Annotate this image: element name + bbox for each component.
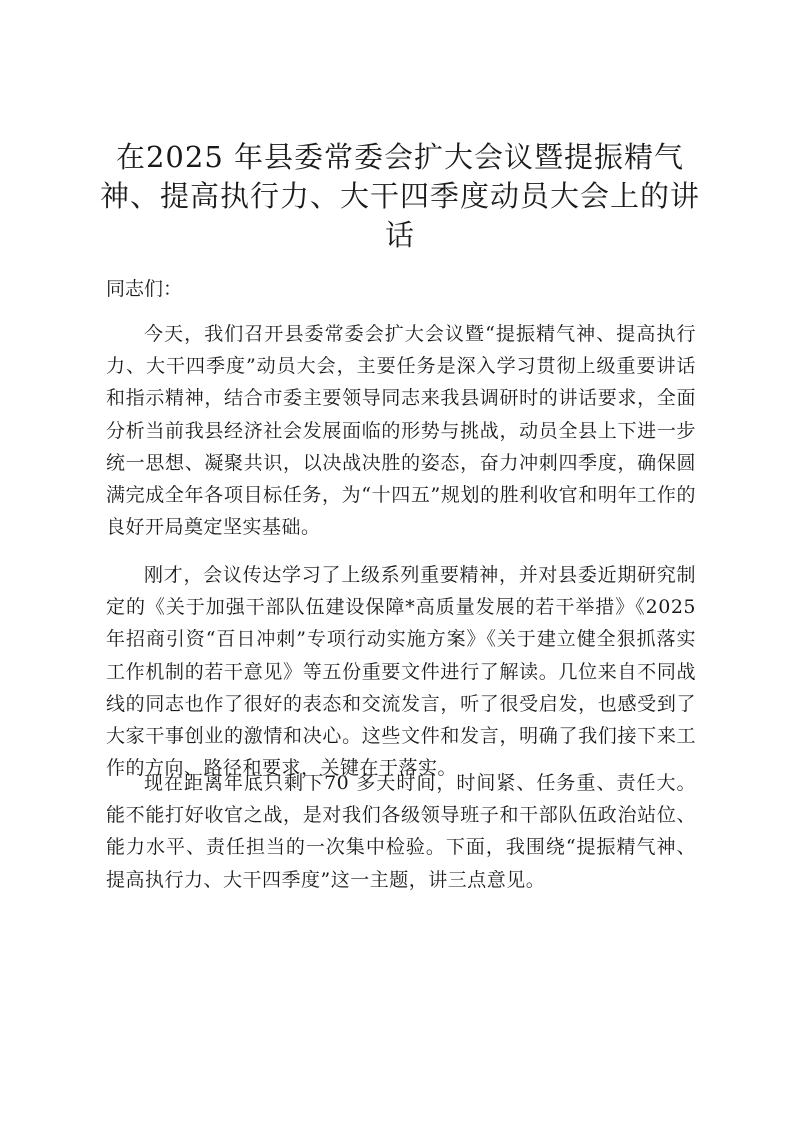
salutation: 同志们： bbox=[106, 278, 183, 300]
paragraph-opening: 今天，我们召开县委常委会扩大会议暨“提振精气神、提高执行力、大干四季度”动员大会，主要任务是深入学习贯彻上级重要讲话和指示精神，结合市委主要领导同志来我县调研时的讲话要求，全面分析当前我县经济社会发展面临的形势与挑战，动员全县上下进一步统一思想、凝聚共识，以决战决胜的姿态，奋力冲刺四季度，确保圆满完成全年各项目标任务，为“十四五”规划的胜利收官和明年工作的良好开局奠定坚实基础。 bbox=[106, 323, 696, 539]
paragraph-outline: 现在距离年底只剩下70 多天时间，时间紧、任务重、责任大。能不能打好收官之战，是对我们各级领导班子和干部队伍政治站位、能力水平、责任担当的一次集中检验。下面，我围绕“提振精气神、提高执行力、大干四季度”这一主题，讲三点意见。 bbox=[106, 772, 696, 891]
paragraph-review: 刚才，会议传达学习了上级系列重要精神，并对县委近期研究制定的《关于加强干部队伍建设保障*高质量发展的若干举措》《2025 年招商引资“百日冲刺”专项行动实施方案》《关于建立健全狠抓落实工作机制的若干意见》等五份重要文件进行了解读。几位来自不同战线的同志也作了很好的表态和交流发言，听了很受启发，也感受到了大家干事创业的激情和决心。这些文件和发言，明确了我们接下来工作的方向、路径和要求，关键在于落实。 bbox=[106, 564, 696, 780]
document-title: 在2025 年县委常委会扩大会议暨提振精气神、提高执行力、大干四季度动员大会上的讲话 bbox=[100, 140, 701, 252]
